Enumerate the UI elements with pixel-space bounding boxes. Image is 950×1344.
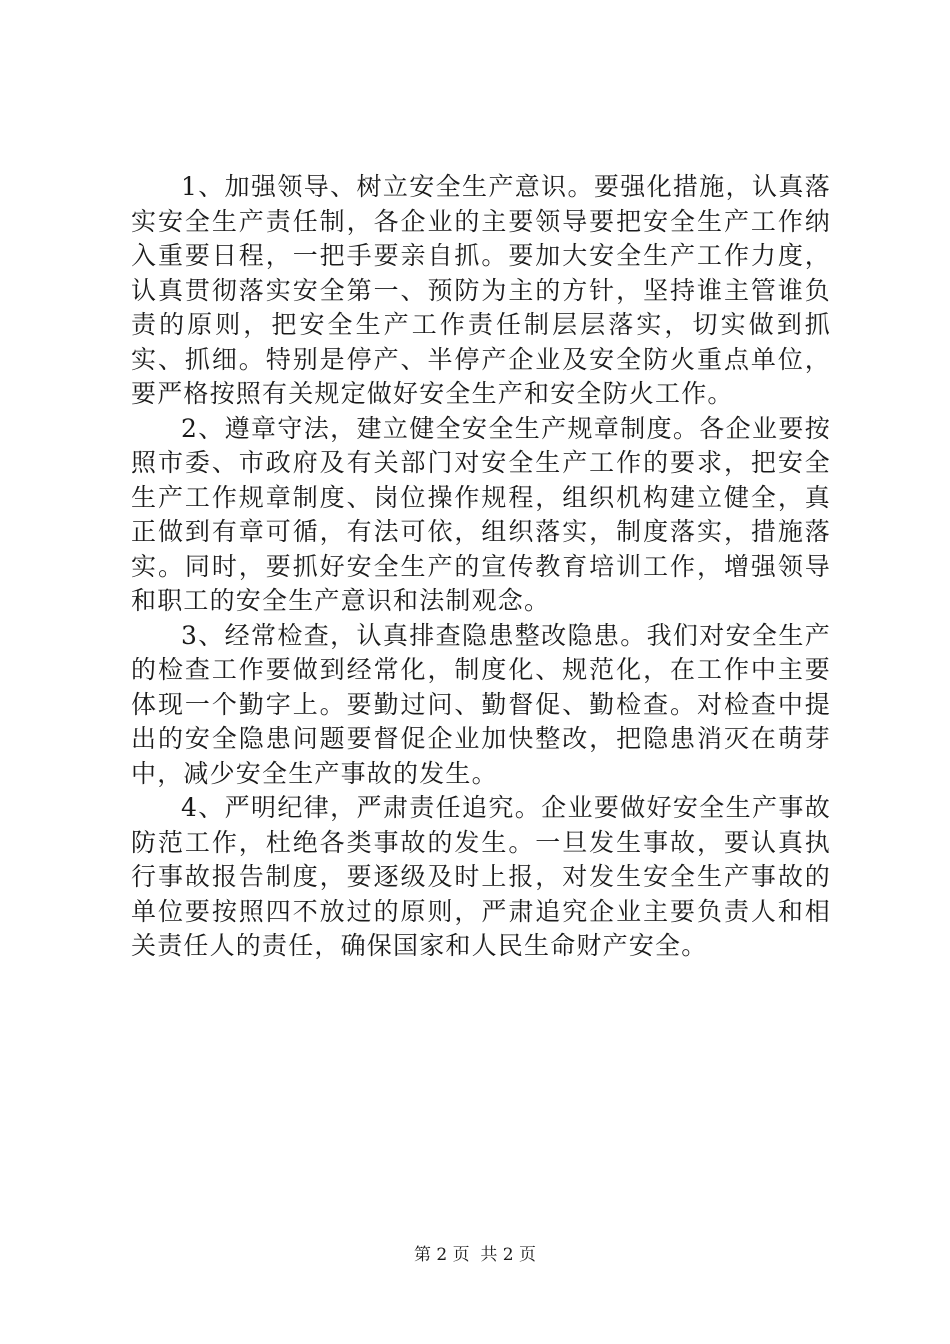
- paragraph-3: 3、经常检查，认真排查隐患整改隐患。我们对安全生产的检查工作要做到经常化，制度化、规范化，在工作中主要体现一个勤字上。要勤过问、勤督促、勤检查。对检查中提出的安全隐患问题要督促企业加快整改，把隐患消灭在萌芽中，减少安全生产事故的发生。: [131, 620, 831, 788]
- paragraph-4: 4、严明纪律，严肃责任追究。企业要做好安全生产事故防范工作，杜绝各类事故的发生。一旦发生事故，要认真执行事故报告制度，要逐级及时上报，对发生安全生产事故的单位要按照四不放过的原则，严肃追究企业主要负责人和相关责任人的责任，确保国家和人民生命财产安全。: [131, 793, 831, 960]
- paragraph-2: 2、遵章守法，建立健全安全生产规章制度。各企业要按照市委、市政府及有关部门对安全生产工作的要求，把安全生产工作规章制度、岗位操作规程，组织机构建立健全，真正做到有章可循，有法可依，组织落实，制度落实，措施落实。同时，要抓好安全生产的宣传教育培训工作，增强领导和职工的安全生产意识和法制观念。: [131, 413, 831, 615]
- page-number-footer: 第 2 页 共 2 页: [413, 1245, 537, 1265]
- document-body: [131, 170, 831, 964]
- paragraph-1: 1、加强领导、树立安全生产意识。要强化措施，认真落实安全生产责任制，各企业的主要领导要把安全生产工作纳入重要日程，一把手要亲自抓。要加大安全生产工作力度，认真贯彻落实安全第一、预防为主的方针，坚持谁主管谁负责的原则，把安全生产工作责任制层层落实，切实做到抓实、抓细。特别是停产、半停产企业及安全防火重点单位，要严格按照有关规定做好安全生产和安全防火工作。: [131, 172, 831, 408]
